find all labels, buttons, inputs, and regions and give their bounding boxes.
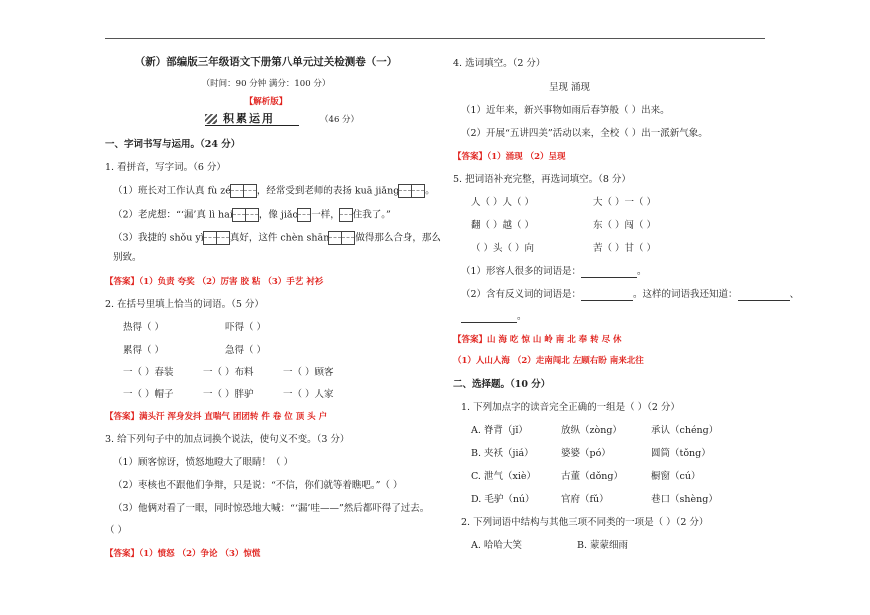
q2-r3b: 一（ ）布料 xyxy=(203,367,254,378)
q5-r2a: 翻（ ）越（ ） xyxy=(471,220,535,231)
c1-option-c-w2: 古董（dǒng） xyxy=(561,471,624,482)
q3-line2: （2）枣核也不跟他们争辩，只是说：“不信，你们就等着瞧吧。”（ ） xyxy=(113,480,403,491)
c1-option-c: C. 泄气（xiè） xyxy=(471,471,536,482)
write-box[interactable] xyxy=(329,231,355,245)
q1-l1a: （1）班长对工作认真 fù zé xyxy=(113,185,231,197)
q5-sub1 xyxy=(461,266,647,278)
write-box[interactable] xyxy=(204,231,230,245)
q5-s3-end: 。 xyxy=(517,311,527,322)
q3-stem: 3. 给下列句子中的加点词换个说法，使句义不变。（3 分） xyxy=(105,434,350,445)
answer-blank[interactable] xyxy=(461,322,517,323)
write-box[interactable] xyxy=(233,208,259,222)
q4-stem: 4. 选词填空。（2 分） xyxy=(453,58,546,69)
c2-stem: 2. 下列词语中结构与其他三项不同类的一项是（ ）（2 分） xyxy=(461,517,709,528)
c1-stem: 1. 下列加点字的读音完全正确的一组是（ ）（2 分） xyxy=(461,402,680,413)
answer-blank[interactable] xyxy=(581,300,633,301)
q1-l2b: ，像 jiǎo xyxy=(258,209,299,221)
q3-line1: （1）顾客惊讶，愤怒地瞪大了眼睛！（ ） xyxy=(113,457,294,468)
q2-answer: 【答案】满头汗 浑身发抖 直喘气 团团转 件 卷 位 顶 头 户 xyxy=(105,412,328,422)
q2-r3a: 一（ ）春装 xyxy=(123,367,174,378)
q1-stem: 1. 看拼音，写字词。（6 分） xyxy=(105,162,226,173)
q5-r1a: 人（ ）人（ ） xyxy=(471,197,535,208)
exam-meta: （时间：90 分钟 满分：100 分） xyxy=(201,79,331,89)
q2-r4b: 一（ ）胖驴 xyxy=(203,389,254,400)
c2-option-b: B. 蒙蒙细雨 xyxy=(577,540,629,551)
c1-option-b-w3: 圆筒（tǒng） xyxy=(651,448,711,459)
version-label: 【解析版】 xyxy=(244,97,288,107)
q5-r3b: 苦（ ）甘（ ） xyxy=(593,243,657,254)
q4-line2: （2）开展“五讲四美”活动以来，全校（ ）出一派新气象。 xyxy=(461,128,708,139)
write-box[interactable] xyxy=(298,208,311,222)
write-box[interactable] xyxy=(231,184,257,198)
q1-line1 xyxy=(113,184,435,198)
q3-line4: （ ） xyxy=(105,525,128,536)
part1-heading: 一、字词书写与运用。（24 分） xyxy=(105,139,241,150)
q1-l1b: ，经常受到老师的表扬 kuā jiǎng xyxy=(256,185,400,197)
q3-answer: 【答案】（1）愤怒 （2）争论 （3）惊慌 xyxy=(105,549,261,559)
answer-blank[interactable] xyxy=(581,277,637,278)
section-banner xyxy=(205,113,359,126)
section-score: （46 分） xyxy=(320,115,360,125)
q1-l2c: 一样， xyxy=(311,209,340,221)
q3-line3: （3）他俩对看了一眼，同时惊恐地大喊：“‘漏’哇——”然后都吓得了过去。 xyxy=(113,503,430,514)
q1-line4: 别致。 xyxy=(113,252,142,263)
c1-option-d-w3: 巷口（shèng） xyxy=(651,494,718,505)
q1-l2d: 住我了。” xyxy=(352,209,391,221)
q2-r4a: 一（ ）帽子 xyxy=(123,389,174,400)
c2-option-a: A. 哈哈大笑 xyxy=(471,540,522,551)
q4-line1: （1）近年来，新兴事物如雨后春笋般（ ）出来。 xyxy=(461,105,670,116)
q1-l3c: 做得那么合身，那么 xyxy=(355,232,441,244)
q1-l2a: （2）老虎想：“‘漏’真 lì hai xyxy=(113,209,233,221)
q5-answer-line1: 【答案】山 海 吃 惊 山 岭 南 北 奉 转 尽 休 xyxy=(453,335,622,345)
part2-heading: 二、选择题。（10 分） xyxy=(453,379,551,390)
q1-line3 xyxy=(113,231,441,245)
q1-line2 xyxy=(113,208,391,222)
c1-option-d-w2: 官府（fǔ） xyxy=(561,494,609,505)
page-title: （新）部编版三年级语文下册第八单元过关检测卷（一） xyxy=(134,56,398,68)
write-box[interactable] xyxy=(340,208,353,222)
q5-stem: 5. 把词语补充完整，再选词填空。（8 分） xyxy=(453,174,631,185)
q2-r3c: 一（ ）顾客 xyxy=(283,367,334,378)
write-box[interactable] xyxy=(399,184,425,198)
section-banner-title: 积累运用 xyxy=(205,113,299,126)
top-rule xyxy=(105,38,765,39)
c1-option-d: D. 毛驴（nú） xyxy=(471,494,535,505)
c1-option-a: A. 脊背（jǐ） xyxy=(471,425,528,436)
q5-r1b: 大（ ）一（ ） xyxy=(593,197,657,208)
q5-answer-line2: （1）人山人海 （2）走南闯北 左顾右盼 南来北往 xyxy=(453,356,644,366)
q2-stem: 2. 在括号里填上恰当的词语。（5 分） xyxy=(105,299,264,310)
c1-option-a-w3: 承认（chéng） xyxy=(651,425,719,436)
q5-s1-end: 。 xyxy=(637,266,647,277)
q2-r2b: 急得（ ） xyxy=(225,345,267,356)
q5-s2-text: （2）含有反义词的词语是： xyxy=(461,289,582,300)
c1-option-a-w2: 放纵（zòng） xyxy=(561,425,622,436)
q5-s1-text: （1）形容人很多的词语是： xyxy=(461,266,582,277)
q5-sub2-cont xyxy=(461,311,527,323)
q1-l3b: 真好，这件 chèn shān xyxy=(229,232,330,244)
q4-answer: 【答案】（1）涌现 （2）呈现 xyxy=(453,152,566,162)
q1-l3a: （3）我捷的 shǒu yì xyxy=(113,232,204,244)
q5-r3a: （ ）头（ ）向 xyxy=(471,243,535,254)
q5-r2b: 东（ ）闯（ ） xyxy=(593,220,657,231)
answer-blank[interactable] xyxy=(738,300,790,301)
q2-r4c: 一（ ）人家 xyxy=(283,389,334,400)
c1-option-b: B. 夹袄（jiá） xyxy=(471,448,534,459)
q5-sub2 xyxy=(461,289,799,301)
q5-s2-mid: 。这样的词语我还知道： xyxy=(633,289,738,300)
q5-s2-end: 、 xyxy=(789,289,800,300)
q2-r2a: 累得（ ） xyxy=(123,345,165,356)
q1-answer: 【答案】（1）负责 夸奖 （2）厉害 胶 粘 （3）手艺 衬衫 xyxy=(105,277,324,287)
q2-r1a: 热得（ ） xyxy=(123,322,165,333)
q1-l1c: 。 xyxy=(425,185,435,197)
q2-r1b: 吓得（ ） xyxy=(225,322,267,333)
q4-word-choices: 呈现 涌现 xyxy=(549,82,591,93)
c1-option-c-w3: 橱窗（cú） xyxy=(651,471,701,482)
c1-option-b-w2: 婆婆（pó） xyxy=(561,448,611,459)
